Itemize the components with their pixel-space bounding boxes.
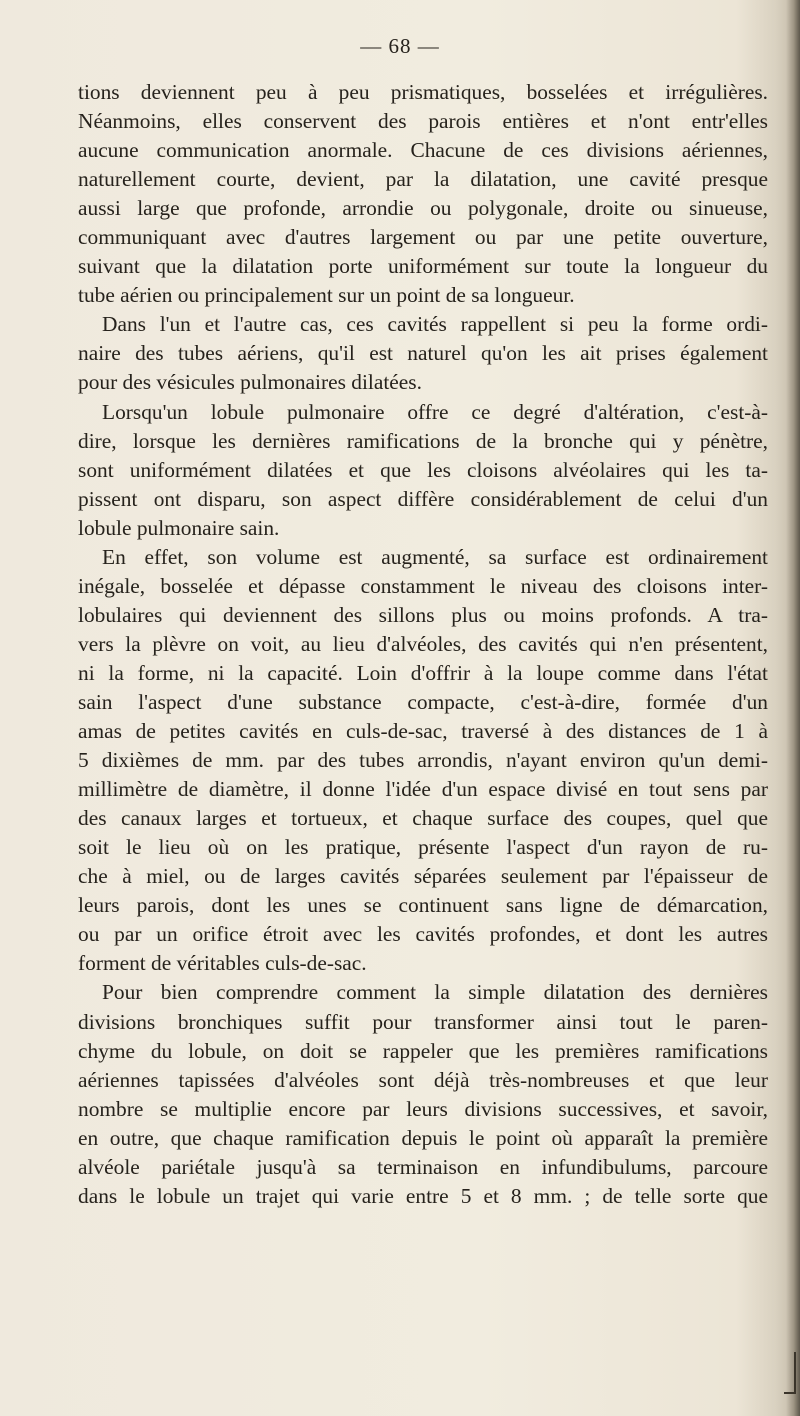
text-line: amas de petites cavités en culs-de-sac, traversé à des distances de 1 à [78,719,768,744]
text-line: tube aérien ou principalement sur un point de sa longueur. [78,283,575,308]
text-line: aucune communication anormale. Chacune de ces divisions aériennes, [78,138,768,163]
text-line: soit le lieu où on les pratique, présente l'aspect d'un rayon de ru- [78,835,768,860]
text-line: divisions bronchiques suffit pour transformer ainsi tout le paren- [78,1009,768,1034]
corner-mark [784,1352,796,1394]
text-line: dire, lorsque les dernières ramifications de la bronche qui y pénètre, [78,428,768,453]
text-line: En effet, son volume est augmenté, sa surface est ordinairement [102,544,768,569]
text-line: aussi large que profonde, arrondie ou polygonale, droite ou sinueuse, [78,196,768,221]
text-line: Pour bien comprendre comment la simple dilatation des dernières [102,980,768,1005]
text-line: inégale, bosselée et dépasse constamment le niveau des cloisons inter- [78,573,768,598]
text-line: lobulaires qui deviennent des sillons plus ou moins profonds. A tra- [78,602,768,627]
text-line: vers la plèvre on voit, au lieu d'alvéoles, des cavités qui n'en présentent, [78,631,768,656]
text-line: pissent ont disparu, son aspect diffère considérablement de celui d'un [78,486,768,511]
text-line: nombre se multiplie encore par leurs divisions successives, et savoir, [78,1096,768,1121]
text-line: chyme du lobule, on doit se rappeler que les premières ramifications [78,1038,768,1063]
text-line: aériennes tapissées d'alvéoles sont déjà très-nombreuses et que leur [78,1067,768,1092]
page-number: — 68 — [360,34,440,58]
text-line: ou par un orifice étroit avec les cavités profondes, et dont les autres [78,922,768,947]
text-line: millimètre de diamètre, il donne l'idée d'un espace divisé en tout sens par [78,777,768,802]
text-line: naturellement courte, devient, par la dilatation, une cavité presque [78,167,768,192]
text-line: des canaux larges et tortueux, et chaque surface des coupes, quel que [78,806,768,831]
body-text [78,78,768,1211]
text-line: pour des vésicules pulmonaires dilatées. [78,370,422,395]
text-line: communiquant avec d'autres largement ou par une petite ouverture, [78,225,768,250]
text-line: dans le lobule un trajet qui varie entre 5 et 8 mm. ; de telle sorte que [78,1183,768,1208]
text-line: sont uniformément dilatées et que les cloisons alvéolaires qui les ta- [78,457,768,482]
text-line: che à miel, ou de larges cavités séparées seulement par l'épaisseur de [78,864,768,889]
text-line: lobule pulmonaire sain. [78,515,280,540]
text-line: alvéole pariétale jusqu'à sa terminaison en infundibulums, parcoure [78,1154,768,1179]
text-line: Lorsqu'un lobule pulmonaire offre ce degré d'altération, c'est-à- [102,399,768,424]
text-line: tions deviennent peu à peu prismatiques, bosselées et irrégulières. [78,80,768,104]
text-line: en outre, que chaque ramification depuis le point où apparaît la première [78,1125,768,1150]
text-line: sain l'aspect d'une substance compacte, c'est-à-dire, formée d'un [78,689,768,714]
page-edge-shadow [786,0,800,1416]
text-line: forment de véritables culs-de-sac. [78,951,367,976]
text-line: Dans l'un et l'autre cas, ces cavités rappellent si peu la forme ordi- [102,312,768,337]
text-line: suivant que la dilatation porte uniformément sur toute la longueur du [78,254,768,279]
text-line: ni la forme, ni la capacité. Loin d'offrir à la loupe comme dans l'état [78,660,768,685]
text-line: naire des tubes aériens, qu'il est naturel qu'on les ait prises également [78,341,768,366]
text-line: Néanmoins, elles conservent des parois entières et n'ont entr'elles [78,109,768,134]
text-line: 5 dixièmes de mm. par des tubes arrondis, n'ayant environ qu'un demi- [78,748,768,773]
text-line: leurs parois, dont les unes se continuent sans ligne de démarcation, [78,893,768,918]
